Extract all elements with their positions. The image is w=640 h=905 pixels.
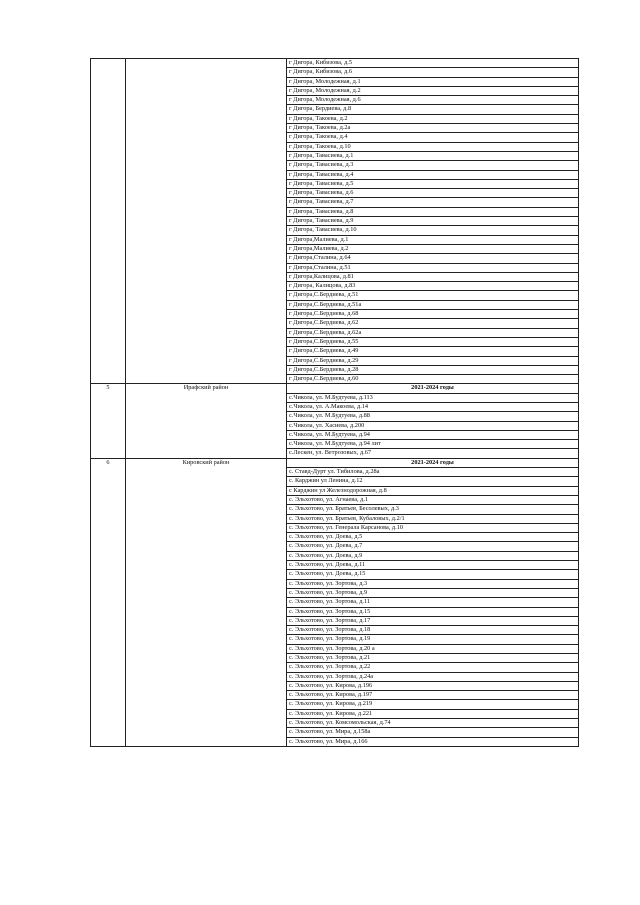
section-header-row xyxy=(91,384,579,393)
address-cell: с. Эльхотово, ул. Братьев, Бесолевых, д.3 xyxy=(287,505,579,514)
district-cell xyxy=(126,59,287,384)
address-cell: с.Чикола, ул. М.Будтуева, д.113 xyxy=(287,393,579,402)
address-cell: г Дигора, Такоева, д.2 xyxy=(287,114,579,123)
address-cell: с.Лескен, ул. Ветрозовых, д.67 xyxy=(287,449,579,458)
address-cell: г Дигора, Тавасиева, д.4 xyxy=(287,170,579,179)
address-cell: с. Карджин ул Ленина, д.12 xyxy=(287,477,579,486)
address-cell: с. Эльхотово, ул. Зортова, д.18 xyxy=(287,626,579,635)
address-cell: с. Эльхотово, ул. Кирова, д.221 xyxy=(287,709,579,718)
address-cell: г Дигора,Сталина, д.51 xyxy=(287,263,579,272)
address-cell: с.Чикола, ул. М.Будтуева, д.94 xyxy=(287,430,579,439)
address-cell: г Дигора, Кибизова, д.6 xyxy=(287,68,579,77)
address-cell: г Дигора,С.Бердиева, д.68 xyxy=(287,310,579,319)
address-cell: с. Эльхотово, ул. Доева, д.11 xyxy=(287,561,579,570)
address-cell: г Дигора,Калицова, д.81 xyxy=(287,272,579,281)
address-cell: г Дигора,С.Бердиева, д.28 xyxy=(287,365,579,374)
address-cell: с. Эльхотово, ул. Зортова, д.17 xyxy=(287,616,579,625)
address-cell: с.Чикола, ул. А.Макоева, д.14 xyxy=(287,402,579,411)
address-cell: с.Чикола, ул. М.Будтуева, д.88 xyxy=(287,412,579,421)
address-cell: с. Эльхотово, ул. Зортова, д.11 xyxy=(287,598,579,607)
number-cell xyxy=(91,59,126,384)
section-number: 5 xyxy=(91,384,126,458)
address-cell: г Дигора, Тавасиева, д.8 xyxy=(287,207,579,216)
address-cell: г Дигора, Молодежная, д.2 xyxy=(287,86,579,95)
address-cell: г Дигора, Такоева, д.10 xyxy=(287,142,579,151)
address-cell: с Карджин ул Железнодорожная, д.8 xyxy=(287,486,579,495)
address-cell: г Дигора,С.Бердиева, д.60 xyxy=(287,375,579,384)
address-cell: с. Эльхотово, ул. Зортова, д.24а xyxy=(287,672,579,681)
address-cell: г Дигора,С.Бердиева, д.62а xyxy=(287,328,579,337)
address-cell: с. Ставд-Дурт ул. Тибилова, д.28а xyxy=(287,468,579,477)
section-header-row xyxy=(91,458,579,467)
address-cell: г Дигора, Бердиева, д.8 xyxy=(287,105,579,114)
address-cell: с. Эльхотово, ул. Зортова, д.22 xyxy=(287,663,579,672)
address-cell: г Дигора, Такоева, д.4 xyxy=(287,133,579,142)
address-cell: г Дигора,Малиева, д.2 xyxy=(287,244,579,253)
address-cell: с. Эльхотово, ул. Доева, д.9 xyxy=(287,551,579,560)
address-cell: г Дигора,С.Бердиева, д.55 xyxy=(287,337,579,346)
period-heading: 2021-2024 годы xyxy=(287,458,579,467)
address-cell: г Дигора,С.Бердиева, д.62 xyxy=(287,319,579,328)
address-cell: г Дигора,С.Бердиева, д.51а xyxy=(287,300,579,309)
address-cell: с. Эльхотово, ул. Доева, д.7 xyxy=(287,542,579,551)
address-cell: с. Эльхотово, ул. Кирова, д.196 xyxy=(287,681,579,690)
address-table-body xyxy=(91,59,579,747)
address-cell: с.Чикола, ул. Хасиева, д.200 xyxy=(287,421,579,430)
address-cell: г Дигора, Тавасиева, д.1 xyxy=(287,151,579,160)
address-cell: г Дигора, Тавасиева, д.5 xyxy=(287,179,579,188)
address-cell: с. Эльхотово, ул. Доева, д.15 xyxy=(287,570,579,579)
address-table xyxy=(90,58,579,747)
address-cell: с. Эльхотово, ул. Кирова, д.197 xyxy=(287,691,579,700)
address-cell: г Дигора,Малиева, д.1 xyxy=(287,235,579,244)
address-cell: г Дигора, Тавасиева, д.7 xyxy=(287,198,579,207)
address-cell: г Дигора,С.Бердиева, д.49 xyxy=(287,347,579,356)
address-cell: с. Эльхотово, ул. Доева, д.5 xyxy=(287,533,579,542)
address-cell: г Дигора,Сталина, д.64 xyxy=(287,254,579,263)
address-cell: с. Эльхотово, ул. Зортова, д.20 а xyxy=(287,644,579,653)
address-cell: с. Эльхотово, ул. Зортова, д.21 xyxy=(287,654,579,663)
district-name: Кировский район xyxy=(126,458,287,746)
address-cell: с. Эльхотово, ул. Братьев, Кубаловых, д.2/1 xyxy=(287,514,579,523)
table-row xyxy=(91,59,579,68)
address-cell: г Дигора,С.Бердиева, д.29 xyxy=(287,356,579,365)
address-cell: с. Эльхотово, ул. Мира, д.158а xyxy=(287,728,579,737)
address-cell: с. Эльхотово, ул. Кирова, д.219 xyxy=(287,700,579,709)
address-cell: с. Эльхотово, ул. Зортова, д.15 xyxy=(287,607,579,616)
address-cell: г Дигора, Такоева, д.2а xyxy=(287,124,579,133)
address-cell: г Дигора, Тавасиева, д.9 xyxy=(287,217,579,226)
district-name: Ирафский район xyxy=(126,384,287,458)
period-heading: 2021-2024 годы xyxy=(287,384,579,393)
address-cell: с. Эльхотово, ул. Агнаева, д.1 xyxy=(287,495,579,504)
address-cell: с. Эльхотово, ул. Комсомольская, д.74 xyxy=(287,719,579,728)
address-cell: с. Эльхотово, ул. Генерала Карсанова, д.10 xyxy=(287,523,579,532)
address-cell: г Дигора, Молодежная, д.1 xyxy=(287,77,579,86)
address-cell: г Дигора, Тавасиева, д.6 xyxy=(287,189,579,198)
address-cell: г Дигора, Тавасиева, д.10 xyxy=(287,226,579,235)
address-cell: с. Эльхотово, ул. Зортова, д.9 xyxy=(287,588,579,597)
address-cell: с. Эльхотово, ул. Мира, д.166 xyxy=(287,737,579,746)
address-cell: г Дигора, Калицова, д.83 xyxy=(287,282,579,291)
address-cell: г Дигора,С.Бердиева, д.51 xyxy=(287,291,579,300)
address-cell: с. Эльхотово, ул. Зортова, д.3 xyxy=(287,579,579,588)
address-cell: г Дигора, Тавасиева, д.3 xyxy=(287,161,579,170)
section-number: 6 xyxy=(91,458,126,746)
address-cell: с. Эльхотово, ул. Зортова, д.19 xyxy=(287,635,579,644)
address-cell: с.Чикола, ул. М.Будтуева, д.94 лит xyxy=(287,440,579,449)
address-cell: г Дигора, Кибизова, д.5 xyxy=(287,59,579,68)
address-cell: г Дигора, Молодежная, д.6 xyxy=(287,96,579,105)
